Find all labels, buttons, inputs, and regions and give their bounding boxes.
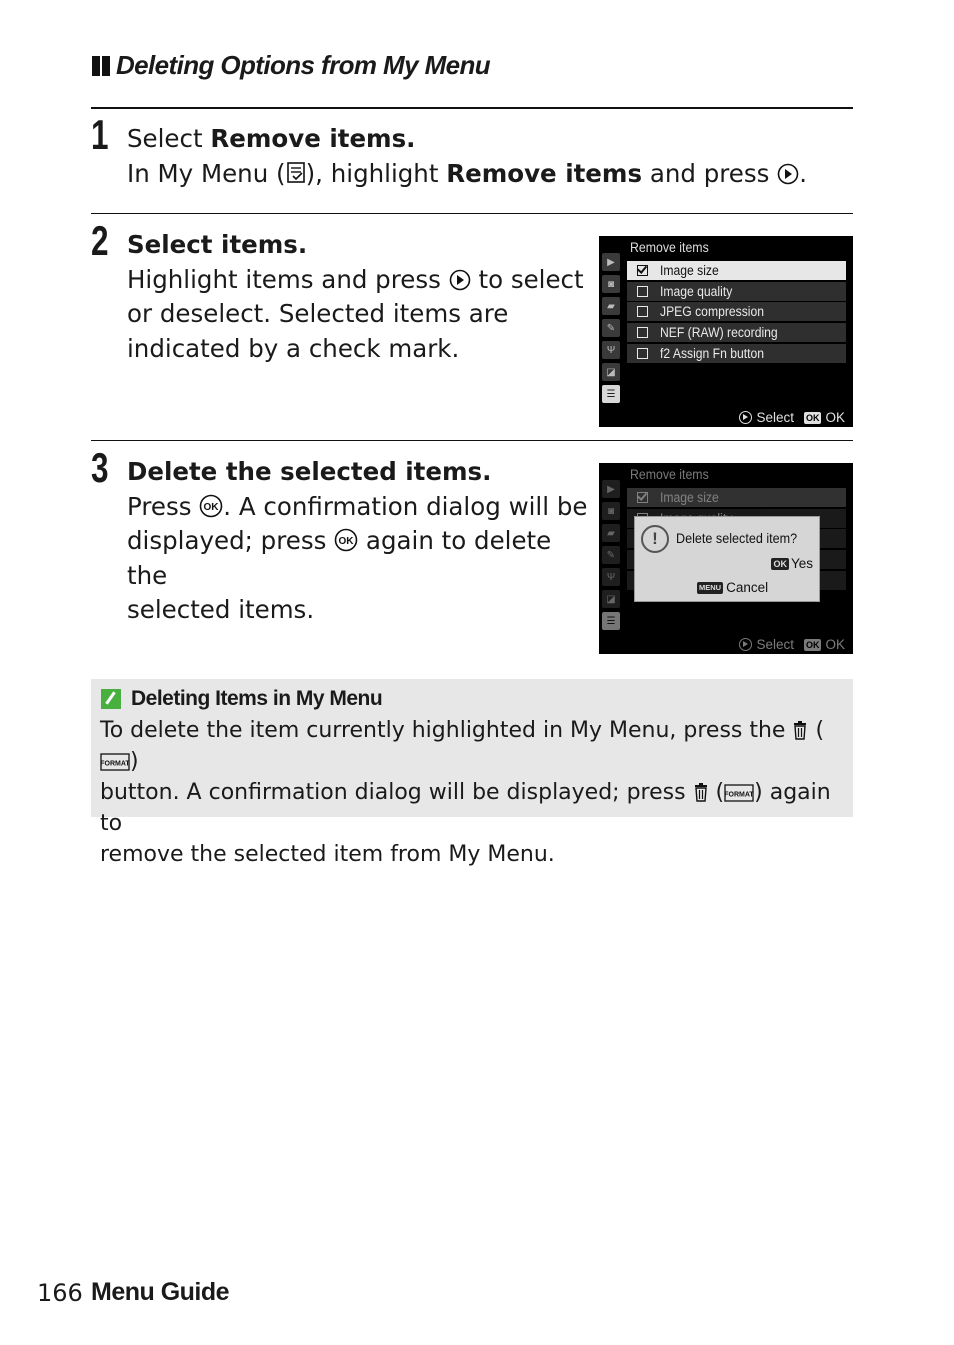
menu-tabs <box>601 476 621 634</box>
wrench-tab-icon: Ψ <box>602 341 620 359</box>
step-2-line-1: Highlight items and press to select <box>127 264 584 294</box>
note-line-2: button. A confirmation dialog will be displayed; press ( FORMAT ) again to <box>100 780 831 836</box>
note-box <box>91 679 853 867</box>
screen-footer: Select OK OK <box>739 637 845 652</box>
ok-badge-icon: OK <box>805 412 820 423</box>
checkbox-icon <box>637 327 648 338</box>
multi-selector-icon <box>739 638 752 651</box>
dialog-yes-option[interactable]: OK Yes <box>773 556 813 571</box>
section-heading-text: Deleting Options from My Menu <box>116 50 491 80</box>
screen-title: Remove items <box>630 239 709 255</box>
step-2 <box>127 228 587 366</box>
my-menu-tab-icon: ☰ <box>602 612 620 630</box>
dialog-question: Delete selected item? <box>676 530 798 546</box>
menu-row[interactable]: JPEG compression <box>627 302 846 321</box>
step-1-number: 1 <box>91 111 109 158</box>
step-3-title: Delete the selected items. <box>127 457 492 486</box>
camera-tab-icon: ◙ <box>602 275 620 293</box>
step-1-title: Select Remove items. <box>127 124 416 153</box>
my-menu-tab-icon: ☰ <box>602 385 620 403</box>
svg-text:FORMAT: FORMAT <box>724 791 754 799</box>
dialog-cancel-option[interactable]: MENU Cancel <box>699 580 769 595</box>
step-2-title: Select items. <box>127 230 308 259</box>
menu-tabs <box>601 249 621 407</box>
retouch-tab-icon: ◪ <box>602 590 620 608</box>
movie-tab-icon: ▰ <box>602 297 620 315</box>
note-line-1: To delete the item currently highlighted in My Menu, press the ( FORMAT ) <box>100 718 825 774</box>
menu-row[interactable]: NEF (RAW) recording <box>627 323 846 342</box>
section-marker-icon <box>92 56 110 76</box>
step-3-number: 3 <box>91 444 109 491</box>
confirmation-dialog <box>634 516 820 602</box>
svg-text:OK: OK <box>338 536 354 547</box>
page-number: 166 <box>37 1279 83 1307</box>
note-body <box>100 715 850 870</box>
checkbox-icon <box>637 286 648 297</box>
retouch-tab-icon: ◪ <box>602 363 620 381</box>
movie-tab-icon: ▰ <box>602 524 620 542</box>
step-1 <box>127 122 847 191</box>
checkbox-icon <box>637 348 648 359</box>
divider <box>91 107 853 109</box>
menu-row[interactable]: Image quality <box>627 282 846 301</box>
camera-screen-confirm-delete <box>599 463 853 654</box>
multi-selector-right-icon <box>777 163 799 185</box>
trash-icon <box>792 720 808 740</box>
warning-icon: ! <box>641 525 669 553</box>
ok-badge-icon: OK <box>773 558 787 569</box>
step-3-line-1: Press OK . A confirmation dialog will be <box>127 491 588 521</box>
step-3 <box>127 455 597 628</box>
checkbox-icon <box>637 306 648 317</box>
divider <box>91 440 853 441</box>
menu-row[interactable]: f2 Assign Fn button <box>627 344 846 363</box>
camera-tab-icon: ◙ <box>602 502 620 520</box>
pencil-note-icon <box>101 689 121 709</box>
step-2-number: 2 <box>91 217 109 264</box>
step-1-body: In My Menu ( ), highlight Remove items and press . <box>127 158 807 188</box>
multi-selector-right-icon <box>449 269 471 291</box>
my-menu-icon <box>286 161 306 185</box>
checkbox-checked-icon <box>637 265 648 276</box>
step-2-line-2: or deselect. Selected items are <box>127 299 509 328</box>
pencil-tab-icon: ✎ <box>602 546 620 564</box>
menu-row[interactable]: Image size <box>627 488 846 507</box>
step-3-line-2: displayed; press OK again to delete the <box>127 526 552 590</box>
screen-footer: Select OK OK <box>739 410 845 425</box>
step-2-line-3: indicated by a check mark. <box>127 333 460 363</box>
wrench-tab-icon: Ψ <box>602 568 620 586</box>
checkbox-checked-icon <box>637 492 648 503</box>
ok-badge-icon: OK <box>805 639 820 650</box>
svg-text:FORMAT: FORMAT <box>100 760 130 768</box>
menu-row[interactable]: Image size <box>627 261 846 280</box>
playback-tab-icon: ▶ <box>602 480 620 498</box>
camera-screen-remove-items <box>599 236 853 427</box>
page-section-title: Menu Guide <box>91 1278 230 1306</box>
format-button-icon <box>100 753 130 771</box>
svg-text:OK: OK <box>203 501 219 513</box>
screen-title: Remove items <box>630 466 709 482</box>
note-heading: Deleting Items in My Menu <box>101 687 382 711</box>
note-line-3: remove the selected item from My Menu. <box>100 842 555 867</box>
step-3-line-3: selected items. <box>127 595 315 624</box>
ok-button-icon <box>199 494 223 518</box>
divider <box>91 213 853 214</box>
multi-selector-icon <box>739 411 752 424</box>
playback-tab-icon: ▶ <box>602 253 620 271</box>
pencil-tab-icon: ✎ <box>602 319 620 337</box>
section-heading <box>92 50 490 81</box>
menu-badge-icon: MENU <box>699 582 722 592</box>
trash-icon <box>693 782 709 802</box>
ok-button-icon <box>334 528 358 552</box>
format-button-icon <box>724 784 754 802</box>
